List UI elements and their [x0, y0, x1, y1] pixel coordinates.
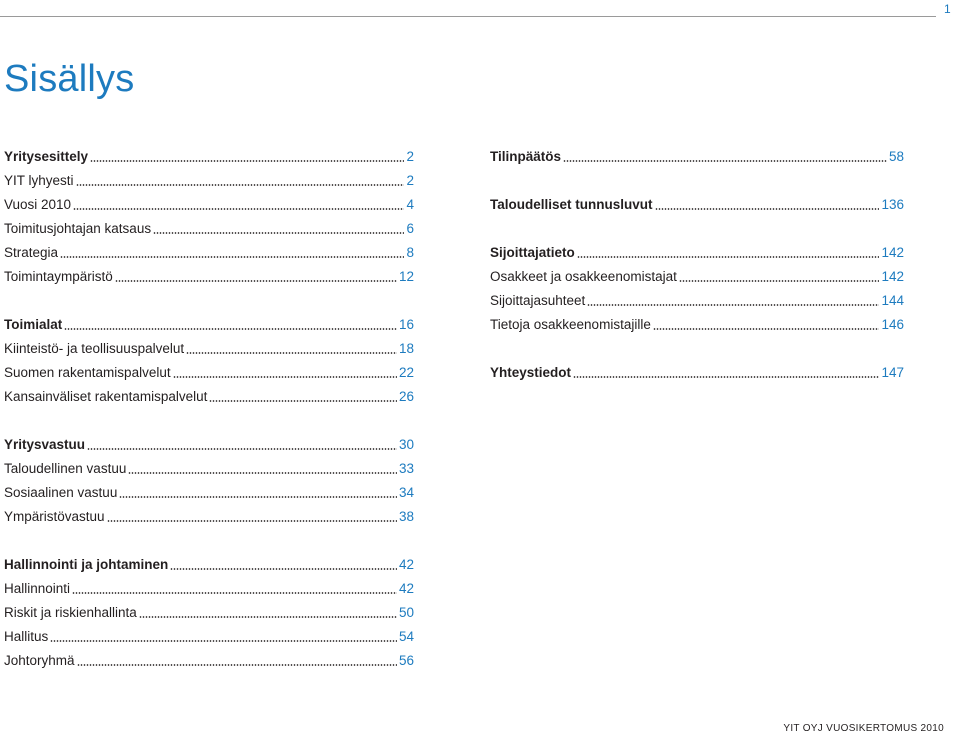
toc-entry-page: 142 [881, 269, 904, 284]
toc-entry-label: Vuosi 2010 [4, 197, 72, 212]
toc-entry[interactable] [4, 381, 414, 405]
dot-leader [87, 448, 397, 450]
toc-entry-page: 26 [398, 389, 414, 404]
dot-leader [679, 280, 880, 282]
toc-entry-label: Strategia [4, 245, 59, 260]
dot-leader [577, 256, 880, 258]
dot-leader [119, 496, 397, 498]
toc-entry[interactable] [4, 501, 414, 525]
toc-entry-page: 12 [398, 269, 414, 284]
toc-entry-label: Toimialat [4, 317, 63, 332]
dot-leader [653, 328, 880, 330]
toc-entry[interactable] [4, 261, 414, 285]
dot-leader [107, 520, 397, 522]
toc-entry-label: Hallitus [4, 629, 49, 644]
toc-entry-label: Taloudellinen vastuu [4, 461, 127, 476]
toc-entry-label: Riskit ja riskienhallinta [4, 605, 137, 620]
toc-entry-label: Kansainväliset rakentamispalvelut [4, 389, 208, 404]
toc-entry-page: 30 [398, 437, 414, 452]
toc-entry-page: 142 [881, 245, 904, 260]
toc-entry[interactable] [4, 573, 414, 597]
toc-section-entry[interactable] [490, 189, 904, 213]
dot-leader [76, 184, 405, 186]
toc-left-column [4, 141, 414, 669]
toc-entry[interactable] [490, 309, 904, 333]
dot-leader [173, 376, 397, 378]
toc-entry[interactable] [4, 453, 414, 477]
dot-leader [139, 616, 397, 618]
toc-entry-page: 146 [881, 317, 904, 332]
toc-entry-label: Hallinnointi [4, 581, 71, 596]
toc-entry[interactable] [490, 261, 904, 285]
dot-leader [72, 592, 397, 594]
toc-entry-label: Sosiaalinen vastuu [4, 485, 118, 500]
toc-entry-label: Toimintaympäristö [4, 269, 113, 284]
toc-entry[interactable] [4, 237, 414, 261]
toc-entry-label: Yhteystiedot [490, 365, 572, 380]
dot-leader [60, 256, 404, 258]
toc-spacer [490, 333, 904, 357]
toc-spacer [4, 525, 414, 549]
dot-leader [170, 568, 397, 570]
toc-entry[interactable] [4, 213, 414, 237]
dot-leader [209, 400, 397, 402]
toc-section-entry[interactable] [4, 141, 414, 165]
dot-leader [153, 232, 404, 234]
toc-entry[interactable] [4, 357, 414, 381]
dot-leader [73, 208, 404, 210]
toc-right-column [490, 141, 904, 381]
toc-entry-page: 22 [398, 365, 414, 380]
toc-entry-page: 136 [881, 197, 904, 212]
toc-section-entry[interactable] [4, 309, 414, 333]
toc-entry-label: Tilinpäätös [490, 149, 562, 164]
toc-entry[interactable] [4, 165, 414, 189]
toc-entry-page: 16 [398, 317, 414, 332]
toc-entry[interactable] [4, 333, 414, 357]
dot-leader [90, 160, 404, 162]
toc-entry-label: Osakkeet ja osakkeenomistajat [490, 269, 677, 284]
toc-entry-page: 2 [406, 149, 414, 164]
dot-leader [64, 328, 397, 330]
page-number: 1 [944, 2, 951, 16]
toc-section-entry[interactable] [4, 549, 414, 573]
toc-entry[interactable] [4, 597, 414, 621]
toc-section-entry[interactable] [490, 141, 904, 165]
dot-leader [655, 208, 880, 210]
dot-leader [186, 352, 397, 354]
toc-entry-label: Toimitusjohtajan katsaus [4, 221, 152, 236]
toc-entry-label: Suomen rakentamispalvelut [4, 365, 171, 380]
toc-entry-page: 54 [398, 629, 414, 644]
toc-entry[interactable] [4, 621, 414, 645]
footer-publication: YIT OYJ VUOSIKERTOMUS 2010 [783, 723, 944, 734]
toc-entry-label: Tietoja osakkeenomistajille [490, 317, 651, 332]
dot-leader [128, 472, 397, 474]
toc-entry[interactable] [4, 189, 414, 213]
top-rule [0, 16, 936, 17]
dot-leader [50, 640, 397, 642]
toc-entry-label: Hallinnointi ja johtaminen [4, 557, 169, 572]
toc-entry-page: 33 [398, 461, 414, 476]
toc-entry-label: Yritysesittely [4, 149, 89, 164]
dot-leader [115, 280, 397, 282]
toc-entry-label: YIT lyhyesti [4, 173, 74, 188]
toc-spacer [4, 405, 414, 429]
toc-section-entry[interactable] [490, 237, 904, 261]
toc-entry-label: Yritysvastuu [4, 437, 86, 452]
toc-spacer [490, 165, 904, 189]
toc-entry-page: 56 [398, 653, 414, 668]
toc-entry-label: Taloudelliset tunnusluvut [490, 197, 653, 212]
toc-entry-label: Sijoittajasuhteet [490, 293, 586, 308]
toc-entry[interactable] [490, 285, 904, 309]
toc-entry-page: 18 [398, 341, 414, 356]
toc-entry[interactable] [4, 477, 414, 501]
toc-entry-label: Sijoittajatieto [490, 245, 575, 260]
toc-entry-label: Ympäristövastuu [4, 509, 105, 524]
toc-entry-label: Johtoryhmä [4, 653, 75, 668]
toc-entry-page: 42 [398, 557, 414, 572]
page-title: Sisällys [4, 58, 135, 100]
toc-entry-page: 144 [881, 293, 904, 308]
toc-entry-label: Kiinteistö- ja teollisuuspalvelut [4, 341, 185, 356]
toc-section-entry[interactable] [490, 357, 904, 381]
toc-entry-page: 147 [881, 365, 904, 380]
toc-entry-page: 58 [888, 149, 904, 164]
toc-entry-page: 38 [398, 509, 414, 524]
toc-entry-page: 8 [406, 245, 414, 260]
dot-leader [77, 664, 397, 666]
toc-entry[interactable] [4, 645, 414, 669]
toc-entry-page: 34 [398, 485, 414, 500]
dot-leader [563, 160, 887, 162]
toc-section-entry[interactable] [4, 429, 414, 453]
dot-leader [573, 376, 879, 378]
dot-leader [587, 304, 879, 306]
toc-entry-page: 50 [398, 605, 414, 620]
toc-spacer [490, 213, 904, 237]
toc-entry-page: 6 [406, 221, 414, 236]
toc-entry-page: 42 [398, 581, 414, 596]
toc-entry-page: 2 [406, 173, 414, 188]
toc-spacer [4, 285, 414, 309]
toc-entry-page: 4 [406, 197, 414, 212]
